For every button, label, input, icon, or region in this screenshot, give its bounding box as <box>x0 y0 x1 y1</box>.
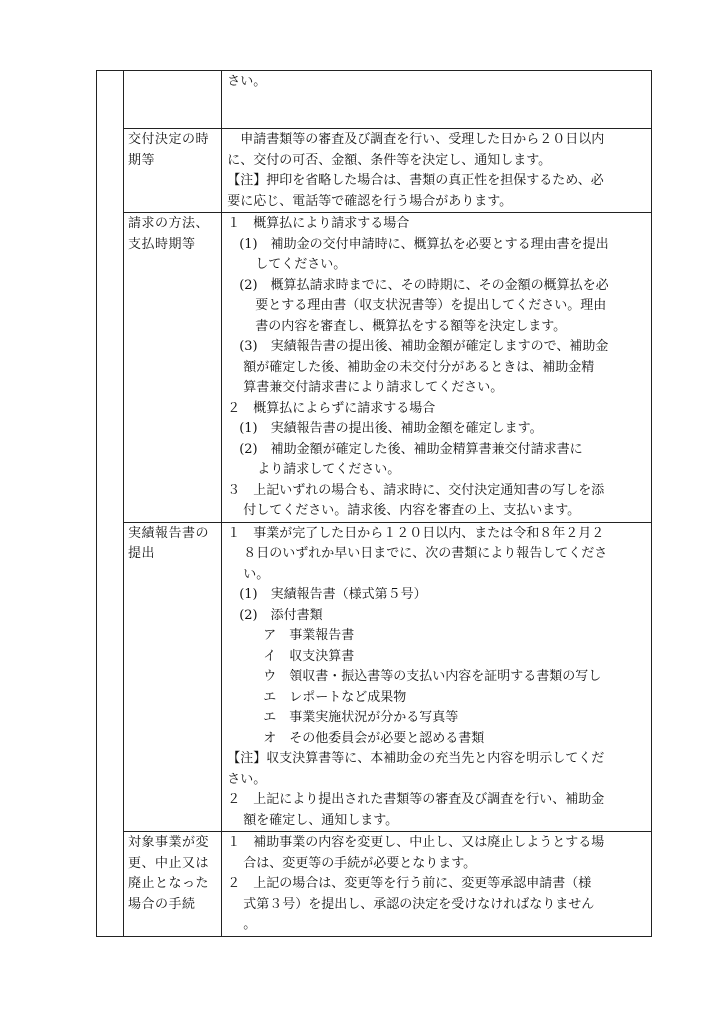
label-line: 対象事業が変 <box>128 835 210 850</box>
text-line: 要に応じ、電話等で確認を行う場合があります。 <box>227 193 513 209</box>
text-line: 額を確定し、通知します。 <box>243 812 399 828</box>
table-row <box>97 71 652 129</box>
label-line: 期等 <box>128 152 156 168</box>
text-line: (2) 添付書類 <box>239 607 323 623</box>
text-line: (1) 実績報告書（様式第５号） <box>239 587 427 602</box>
row-label <box>124 522 222 832</box>
row-content <box>222 832 652 937</box>
label-line: 支払時期等 <box>128 236 196 252</box>
text-line: より請求してください。 <box>257 462 401 477</box>
text-line: (1) 補助金の交付申請時に、概算払を必要とする理由書を提出 <box>239 236 609 252</box>
text-line: 【注】収支決算書等に、本補助金の充当先と内容を明示してくだ <box>227 751 605 766</box>
table-row <box>97 832 652 937</box>
row-content <box>222 71 652 129</box>
row-content <box>222 522 652 832</box>
label-line: 廃止となった <box>128 876 210 891</box>
label-line: 交付決定の時 <box>128 132 210 147</box>
text-line: (2) 概算払請求時までに、その時期に、その金額の概算払を必 <box>239 277 609 293</box>
text-line: ８日のいずれか早い日までに、次の書類により報告してくださ <box>243 546 608 561</box>
text-line: (2) 補助金額が確定した後、補助金精算書兼交付請求書に <box>239 441 583 457</box>
text-line: してください。 <box>255 257 347 272</box>
row-label <box>124 213 222 523</box>
text-line: 算書兼交付請求書により請求してください。 <box>243 380 504 395</box>
row-content <box>222 213 652 523</box>
label-line: 提出 <box>128 546 156 561</box>
text-line: 付してください。請求後、内容を審査の上、支払います。 <box>243 503 581 518</box>
document-table <box>96 70 652 937</box>
label-line: 場合の手続 <box>128 896 196 912</box>
text-line: 式第３号）を提出し、承認の決定を受けなければなりません <box>243 896 595 912</box>
left-margin-cell <box>97 71 124 937</box>
text-line: １ 概算払により請求する場合 <box>227 216 410 231</box>
text-line: さい。 <box>227 74 267 89</box>
label-line: 更、中止又は <box>128 855 210 871</box>
text-line: さい。 <box>227 771 267 787</box>
text-line: 申請書類等の審査及び調査を行い、受理した日から２０日以内 <box>227 132 605 147</box>
text-line: ２ 上記の場合は、変更等を行う前に、変更等承認申請書（様 <box>227 876 592 891</box>
text-line: ３ 上記いずれの場合も、請求時に、交付決定通知書の写しを添 <box>227 482 605 498</box>
text-line: １ 事業が完了した日から１２０日以内、または令和８年２月２ <box>227 525 605 541</box>
text-line: ウ 領収書・振込書等の支払い内容を証明する書類の写し <box>263 669 602 684</box>
text-line: 額が確定した後、補助金の未交付分があるときは、補助金精 <box>243 359 595 375</box>
text-line: 書の内容を審査し、概算払をする額等を決定します。 <box>255 318 567 334</box>
text-line: い。 <box>243 566 270 582</box>
row-content <box>222 129 652 213</box>
text-line: (1) 実績報告書の提出後、補助金額を確定します。 <box>239 421 543 436</box>
row-label <box>124 71 222 129</box>
text-line: １ 補助事業の内容を変更し、中止し、又は廃止しようとする場 <box>227 835 605 850</box>
row-label <box>124 832 222 937</box>
text-line: 。 <box>243 917 257 932</box>
table-row <box>97 129 652 213</box>
text-line: に、交付の可否、金額、条件等を決定し、通知します。 <box>227 152 552 168</box>
text-line: ２ 概算払によらずに請求する場合 <box>227 400 436 416</box>
text-line: 【注】押印を省略した場合は、書類の真正性を担保するため、必 <box>227 173 604 188</box>
text-line: ア 事業報告書 <box>263 628 355 643</box>
label-line: 実績報告書の <box>128 525 210 541</box>
table-row <box>97 522 652 832</box>
text-line: オ その他委員会が必要と認める書類 <box>263 730 485 746</box>
text-line: 要とする理由書（収支状況書等）を提出してください。理由 <box>255 298 607 313</box>
text-line: エ レポートなど成果物 <box>263 689 407 705</box>
row-label <box>124 129 222 213</box>
text-line: ２ 上記により提出された書類等の審査及び調査を行い、補助金 <box>227 792 605 807</box>
text-line: 合は、変更等の手続が必要となります。 <box>243 855 477 871</box>
label-line: 請求の方法、 <box>128 216 210 231</box>
text-line: (3) 実績報告書の提出後、補助金額が確定しますので、補助金 <box>239 339 609 354</box>
text-line: イ 収支決算書 <box>263 648 355 664</box>
text-line: エ 事業実施状況が分かる写真等 <box>263 710 459 725</box>
table-row <box>97 213 652 523</box>
